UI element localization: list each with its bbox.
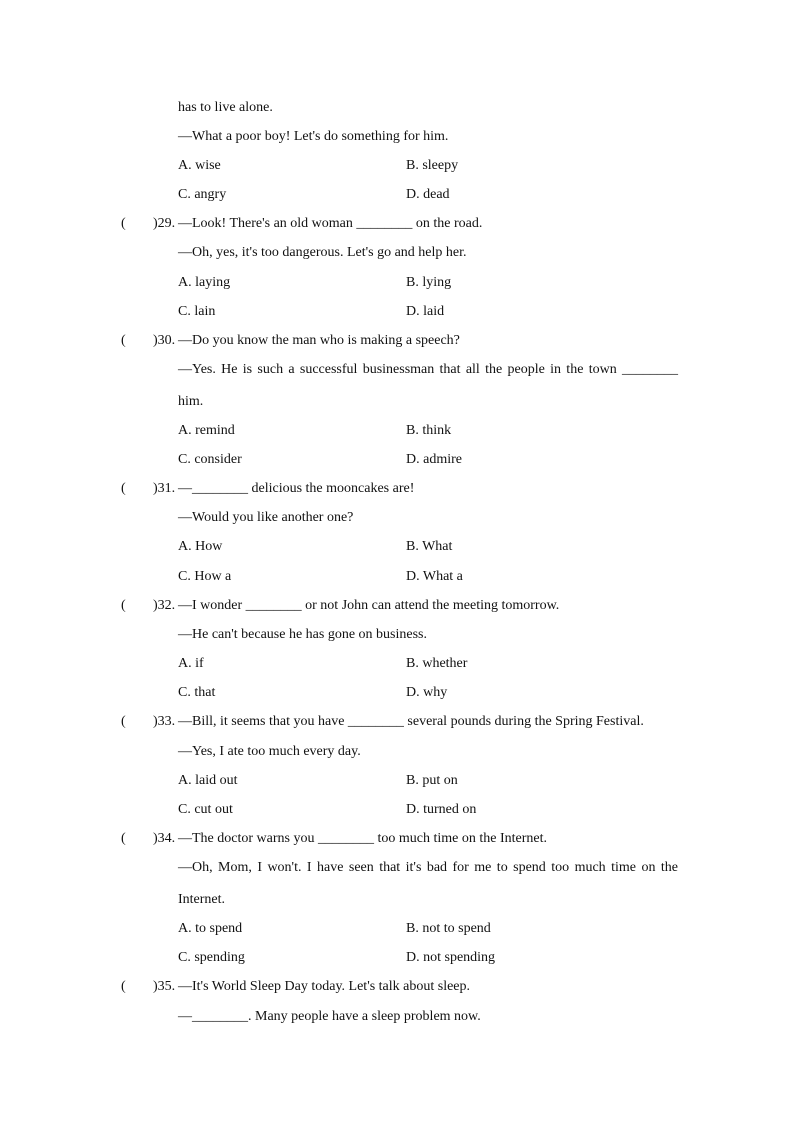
question-response: —________. Many people have a sleep problem now. — [178, 1009, 481, 1024]
question-response-continued: him. — [178, 394, 204, 409]
option-b: B. not to spend — [406, 921, 491, 936]
question-prompt: —Bill, it seems that you have ________ several pounds during the Spring Festival. — [178, 714, 644, 729]
question-number: )31. — [153, 481, 176, 496]
question-number: )33. — [153, 714, 176, 729]
answer-bracket: ( — [121, 979, 126, 994]
question-number: )29. — [153, 216, 176, 231]
question-response: —Yes. He is such a successful businessman that all the people in the town ________ — [178, 362, 678, 377]
option-c: C. spending — [178, 950, 245, 965]
question-response: —Oh, yes, it's too dangerous. Let's go and help her. — [178, 245, 467, 260]
option-d: D. What a — [406, 569, 463, 584]
continuation-response: —What a poor boy! Let's do something for him. — [178, 129, 449, 144]
answer-bracket: ( — [121, 481, 126, 496]
option-b: B. sleepy — [406, 158, 459, 173]
question-response-continued: Internet. — [178, 892, 226, 907]
answer-bracket: ( — [121, 831, 126, 846]
answer-bracket: ( — [121, 598, 126, 613]
option-a: A. laid out — [178, 773, 238, 788]
option-c: C. cut out — [178, 802, 233, 817]
option-c: C. lain — [178, 304, 216, 319]
question-response: —Yes, I ate too much every day. — [178, 744, 361, 759]
question-number: )35. — [153, 979, 176, 994]
question-number: )32. — [153, 598, 176, 613]
option-d: D. not spending — [406, 950, 496, 965]
question-response: —He can't because he has gone on business. — [178, 627, 428, 642]
answer-bracket: ( — [121, 714, 126, 729]
option-d: D. turned on — [406, 802, 477, 817]
option-a: A. wise — [178, 158, 221, 173]
option-d: D. why — [406, 685, 448, 700]
option-c: C. that — [178, 685, 216, 700]
option-d: D. admire — [406, 452, 462, 467]
question-prompt: —Do you know the man who is making a speech? — [178, 333, 460, 348]
question-number: )34. — [153, 831, 176, 846]
option-b: B. lying — [406, 275, 452, 290]
question-number: )30. — [153, 333, 176, 348]
option-b: B. whether — [406, 656, 468, 671]
question-prompt: —The doctor warns you ________ too much time on the Internet. — [178, 831, 547, 846]
question-response: —Would you like another one? — [178, 510, 354, 525]
question-response: —Oh, Mom, I won't. I have seen that it's bad for me to spend too much time on the — [178, 860, 678, 875]
option-b: B. What — [406, 539, 453, 554]
option-a: A. laying — [178, 275, 231, 290]
question-prompt: —Look! There's an old woman ________ on the road. — [178, 216, 483, 231]
option-a: A. remind — [178, 423, 235, 438]
option-a: A. How — [178, 539, 223, 554]
question-prompt: —It's World Sleep Day today. Let's talk about sleep. — [178, 979, 471, 994]
option-a: A. to spend — [178, 921, 243, 936]
option-b: B. put on — [406, 773, 458, 788]
option-b: B. think — [406, 423, 452, 438]
option-d: D. laid — [406, 304, 445, 319]
answer-bracket: ( — [121, 216, 126, 231]
question-prompt: —________ delicious the mooncakes are! — [178, 481, 415, 496]
option-c: C. angry — [178, 187, 227, 202]
option-d: D. dead — [406, 187, 450, 202]
continuation-text: has to live alone. — [178, 100, 273, 115]
option-c: C. consider — [178, 452, 242, 467]
answer-bracket: ( — [121, 333, 126, 348]
option-c: C. How a — [178, 569, 232, 584]
question-prompt: —I wonder ________ or not John can attend the meeting tomorrow. — [178, 598, 560, 613]
option-a: A. if — [178, 656, 204, 671]
